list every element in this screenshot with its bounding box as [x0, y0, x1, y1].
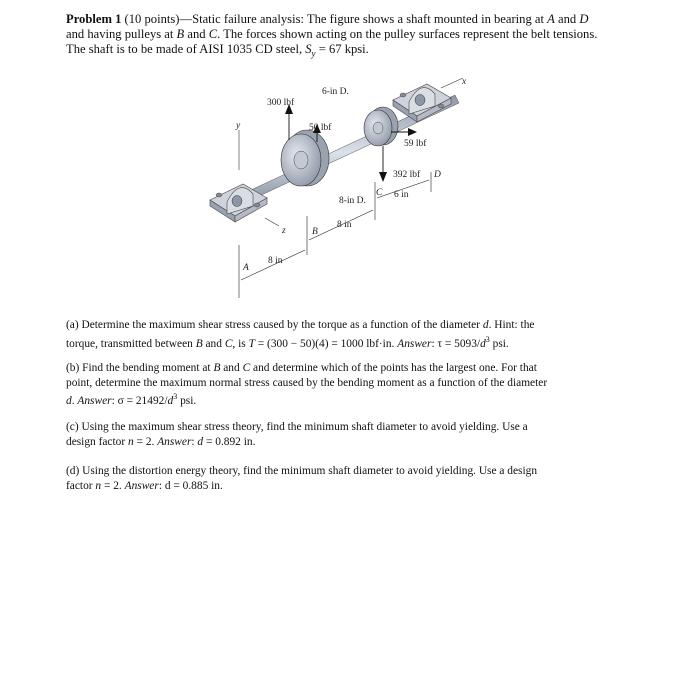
problem-points: (10 points) — [124, 12, 180, 26]
part-b-text-7: psi. — [177, 394, 197, 407]
part-a-c: C — [224, 337, 233, 350]
label-point-c: C — [376, 188, 383, 198]
part-b-text-3: and determine which of the points has the largest one. For that — [250, 362, 537, 374]
sy-subscript: y — [311, 48, 316, 59]
label-50: 50 lbf — [309, 123, 332, 133]
part-a-b: B — [195, 337, 203, 350]
part-c-answer-label: Answer — [157, 435, 192, 448]
part-a-exp: 3 — [485, 334, 490, 344]
and-text-2: and — [184, 27, 209, 41]
point-a-ref: A — [547, 12, 555, 26]
label-8in-2: 8 in — [268, 256, 283, 266]
label-300: 300 lbf — [267, 98, 295, 108]
part-b-text-6: : σ = 21492/ — [111, 394, 168, 407]
part-c-text-2: design factor — [66, 435, 128, 448]
part-a-text-2: . Hint: the — [488, 319, 535, 331]
part-b-text-5: . — [71, 394, 78, 407]
part-d-text-2: factor — [66, 479, 96, 492]
point-b-ref: B — [176, 27, 185, 41]
part-c — [66, 420, 606, 449]
part-d-answer-label: Answer — [124, 479, 159, 492]
label-6in-d: 6-in D. — [322, 87, 349, 97]
part-a-text-5: , is — [232, 337, 249, 350]
and-text: and — [554, 12, 580, 26]
problem-text-2a: and having pulleys at — [66, 27, 177, 41]
part-d-text-4: : d = 0.885 in. — [158, 479, 223, 492]
label-point-b: B — [312, 227, 318, 237]
part-c-d: d — [197, 435, 204, 448]
label-axis-x: x — [462, 77, 467, 87]
x-axis — [441, 78, 463, 88]
part-c-text-3: = 2. — [133, 435, 158, 448]
label-8in-1: 8 in — [337, 220, 352, 230]
part-a-text-6: = (300 − 50)(4) = 1000 lbf·in. — [254, 337, 398, 350]
label-6in: 6 in — [394, 190, 409, 200]
point-c-ref: C — [208, 27, 218, 41]
part-b-answer-label: Answer — [77, 394, 112, 407]
part-a-t: T — [248, 337, 255, 350]
part-a-text-8: psi. — [489, 337, 509, 350]
part-b-text-1: (b) Find the bending moment at — [66, 362, 214, 374]
part-c-text-4: : — [191, 435, 198, 448]
label-point-a: A — [243, 263, 249, 273]
problem-text-2b: . The forces shown acting on the pulley surfaces represent the belt tensions. — [217, 27, 598, 41]
label-axis-z: z — [282, 226, 286, 236]
part-a-text-4: and — [202, 337, 225, 350]
pulley-c — [364, 107, 398, 146]
part-b-c: C — [242, 362, 251, 374]
part-a-text-1: (a) Determine the maximum shear stress caused by the torque as a function of the diameter — [66, 319, 483, 331]
shaft-figure — [205, 70, 475, 305]
shaft-diagram — [205, 70, 475, 305]
part-b-b: B — [213, 362, 221, 374]
force-392-head — [379, 172, 387, 182]
part-b-d2: d — [167, 394, 174, 407]
part-b — [66, 361, 606, 408]
force-59-head — [408, 128, 417, 136]
sy-symbol: S — [305, 42, 312, 56]
problem-text-3: The shaft is to be made of AISI 1035 CD steel, — [66, 42, 306, 56]
part-a-text-7: : τ = 5093/ — [431, 337, 481, 350]
problem-statement — [66, 12, 626, 62]
part-b-d: d — [66, 394, 72, 407]
part-d-text-1: (d) Using the distortion energy theory, find the minimum shaft diameter to avoid yielding. Use a design — [66, 465, 538, 477]
part-d-text-3: = 2. — [101, 479, 125, 492]
part-c-text-1: (c) Using the maximum shear stress theory, find the minimum shaft diameter to avoid yielding. Use a — [66, 421, 528, 433]
part-a-d: d — [482, 319, 489, 331]
z-axis — [265, 218, 279, 226]
pulley-b — [281, 130, 329, 186]
part-b-exp: 3 — [173, 392, 178, 401]
part-d — [66, 464, 606, 493]
label-8in-d: 8-in D. — [339, 196, 366, 206]
bearing-d — [393, 84, 451, 122]
part-d-n: n — [95, 479, 102, 492]
part-a-d2: d — [480, 337, 486, 350]
label-axis-y: y — [236, 121, 241, 131]
part-c-text-5: = 0.892 in. — [203, 435, 256, 448]
label-point-d: D — [434, 170, 441, 180]
label-392: 392 lbf — [393, 170, 421, 180]
sy-value: = 67 kpsi. — [315, 42, 369, 56]
problem-number: Problem 1 — [66, 12, 122, 26]
part-a — [66, 318, 606, 351]
part-a-answer-label: Answer — [397, 337, 432, 350]
label-59: 59 lbf — [404, 139, 427, 149]
part-b-text-4: point, determine the maximum normal stress caused by the bending moment as a function of the diameter — [66, 376, 548, 389]
part-c-n: n — [128, 435, 134, 448]
part-b-text-2: and — [220, 362, 243, 374]
part-a-text-3: torque, transmitted between — [66, 337, 196, 350]
problem-text-1: —Static failure analysis: The figure shows a shaft mounted in bearing at — [179, 12, 548, 26]
point-d-ref: D — [579, 12, 589, 26]
